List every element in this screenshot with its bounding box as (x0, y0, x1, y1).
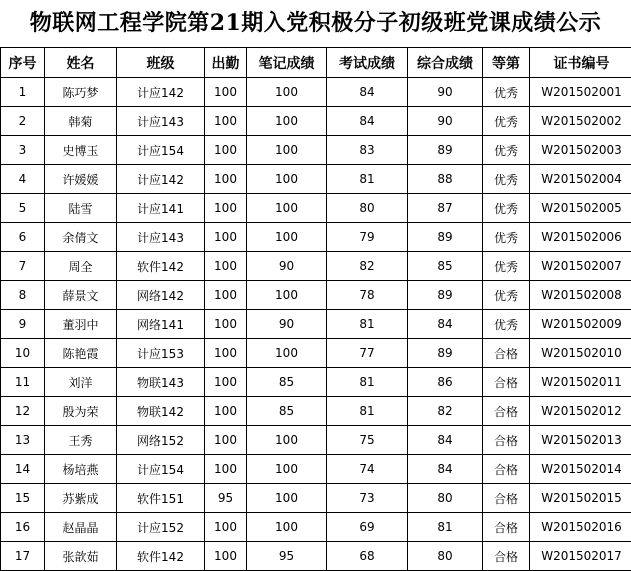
cell-attendance[interactable]: 100 (205, 194, 247, 223)
cell-index[interactable]: 14 (1, 455, 45, 484)
cell-certificate[interactable]: W201502011 (530, 368, 631, 397)
cell-overall-score[interactable]: 84 (408, 310, 483, 339)
cell-index[interactable]: 17 (1, 542, 45, 571)
cell-index[interactable]: 8 (1, 281, 45, 310)
cell-certificate[interactable]: W201502014 (530, 455, 631, 484)
cell-notes-score[interactable]: 95 (247, 542, 327, 571)
table-row (1, 223, 631, 252)
cell-class[interactable]: 物联143 (117, 368, 205, 397)
cell-overall-score[interactable]: 84 (408, 455, 483, 484)
table-row (1, 136, 631, 165)
cell-exam-score[interactable]: 81 (327, 310, 408, 339)
cell-index[interactable]: 7 (1, 252, 45, 281)
cell-attendance[interactable]: 100 (205, 107, 247, 136)
cell-index[interactable]: 3 (1, 136, 45, 165)
cell-overall-score[interactable]: 87 (408, 194, 483, 223)
cell-notes-score[interactable]: 100 (247, 165, 327, 194)
header-cell-overall-score[interactable]: 综合成绩 (408, 48, 483, 78)
cell-notes-score[interactable]: 100 (247, 513, 327, 542)
cell-name[interactable]: 周全 (45, 252, 117, 281)
cell-class[interactable]: 网络152 (117, 426, 205, 455)
cell-attendance[interactable]: 100 (205, 368, 247, 397)
cell-exam-score[interactable]: 80 (327, 194, 408, 223)
cell-overall-score[interactable]: 85 (408, 252, 483, 281)
table-row (1, 484, 631, 513)
cell-attendance[interactable]: 100 (205, 281, 247, 310)
cell-index[interactable]: 6 (1, 223, 45, 252)
cell-attendance[interactable]: 100 (205, 136, 247, 165)
cell-grade[interactable]: 合格 (483, 542, 530, 571)
cell-exam-score[interactable]: 68 (327, 542, 408, 571)
cell-grade[interactable]: 合格 (483, 368, 530, 397)
cell-name[interactable]: 董羽中 (45, 310, 117, 339)
cell-grade[interactable]: 优秀 (483, 165, 530, 194)
cell-overall-score[interactable]: 89 (408, 223, 483, 252)
cell-attendance[interactable]: 100 (205, 455, 247, 484)
header-cell-grade[interactable]: 等第 (483, 48, 530, 78)
table-row (1, 368, 631, 397)
table-row (1, 397, 631, 426)
cell-name[interactable]: 殷为荣 (45, 397, 117, 426)
cell-class[interactable]: 计应143 (117, 107, 205, 136)
cell-index[interactable]: 9 (1, 310, 45, 339)
cell-index[interactable]: 10 (1, 339, 45, 368)
cell-class[interactable]: 计应141 (117, 194, 205, 223)
header-cell-attendance[interactable]: 出勤 (205, 48, 247, 78)
cell-notes-score[interactable]: 100 (247, 281, 327, 310)
cell-index[interactable]: 4 (1, 165, 45, 194)
cell-certificate[interactable]: W201502008 (530, 281, 631, 310)
cell-certificate[interactable]: W201502015 (530, 484, 631, 513)
cell-class[interactable]: 物联142 (117, 397, 205, 426)
cell-name[interactable]: 张歆茹 (45, 542, 117, 571)
cell-name[interactable]: 苏紫成 (45, 484, 117, 513)
cell-exam-score[interactable]: 81 (327, 165, 408, 194)
cell-notes-score[interactable]: 100 (247, 136, 327, 165)
cell-certificate[interactable]: W201502013 (530, 426, 631, 455)
cell-overall-score[interactable]: 89 (408, 281, 483, 310)
cell-certificate[interactable]: W201502005 (530, 194, 631, 223)
cell-notes-score[interactable]: 100 (247, 107, 327, 136)
cell-exam-score[interactable]: 81 (327, 368, 408, 397)
cell-index[interactable]: 11 (1, 368, 45, 397)
cell-notes-score[interactable]: 100 (247, 484, 327, 513)
header-cell-notes-score[interactable]: 笔记成绩 (247, 48, 327, 78)
cell-exam-score[interactable]: 74 (327, 455, 408, 484)
table-row (1, 513, 631, 542)
cell-grade[interactable]: 优秀 (483, 78, 530, 107)
cell-certificate[interactable]: W201502002 (530, 107, 631, 136)
cell-certificate[interactable]: W201502003 (530, 136, 631, 165)
cell-certificate[interactable]: W201502006 (530, 223, 631, 252)
cell-overall-score[interactable]: 80 (408, 542, 483, 571)
cell-overall-score[interactable]: 89 (408, 136, 483, 165)
cell-exam-score[interactable]: 73 (327, 484, 408, 513)
cell-name[interactable]: 王秀 (45, 426, 117, 455)
cell-attendance[interactable]: 100 (205, 252, 247, 281)
cell-notes-score[interactable]: 100 (247, 194, 327, 223)
cell-class[interactable]: 计应153 (117, 339, 205, 368)
cell-attendance[interactable]: 100 (205, 78, 247, 107)
cell-notes-score[interactable]: 85 (247, 397, 327, 426)
cell-grade[interactable]: 优秀 (483, 223, 530, 252)
cell-name[interactable]: 韩菊 (45, 107, 117, 136)
cell-overall-score[interactable]: 84 (408, 426, 483, 455)
cell-exam-score[interactable]: 75 (327, 426, 408, 455)
sheet-title: 物联网工程学院第21期入党积极分子初级班党课成绩公示 (29, 10, 602, 36)
cell-index[interactable]: 1 (1, 78, 45, 107)
cell-notes-score[interactable]: 100 (247, 455, 327, 484)
cell-grade[interactable]: 优秀 (483, 252, 530, 281)
cell-class[interactable]: 计应143 (117, 223, 205, 252)
cell-overall-score[interactable]: 90 (408, 107, 483, 136)
cell-name[interactable]: 杨培燕 (45, 455, 117, 484)
table-row (1, 194, 631, 223)
cell-certificate[interactable]: W201502017 (530, 542, 631, 571)
cell-certificate[interactable]: W201502004 (530, 165, 631, 194)
cell-class[interactable]: 网络142 (117, 281, 205, 310)
cell-index[interactable]: 2 (1, 107, 45, 136)
cell-class[interactable]: 软件142 (117, 252, 205, 281)
cell-notes-score[interactable]: 90 (247, 310, 327, 339)
cell-attendance[interactable]: 100 (205, 310, 247, 339)
header-cell-certificate[interactable]: 证书编号 (530, 48, 631, 78)
cell-attendance[interactable]: 100 (205, 223, 247, 252)
cell-grade[interactable]: 合格 (483, 426, 530, 455)
cell-notes-score[interactable]: 100 (247, 78, 327, 107)
cell-grade[interactable]: 优秀 (483, 281, 530, 310)
cell-attendance[interactable]: 95 (205, 484, 247, 513)
cell-overall-score[interactable]: 86 (408, 368, 483, 397)
cell-name[interactable]: 薛景文 (45, 281, 117, 310)
cell-name[interactable]: 陆雪 (45, 194, 117, 223)
cell-exam-score[interactable]: 83 (327, 136, 408, 165)
cell-class[interactable]: 计应152 (117, 513, 205, 542)
cell-overall-score[interactable]: 89 (408, 339, 483, 368)
cell-name[interactable]: 赵晶晶 (45, 513, 117, 542)
cell-attendance[interactable]: 100 (205, 513, 247, 542)
cell-exam-score[interactable]: 81 (327, 397, 408, 426)
cell-name[interactable]: 刘洋 (45, 368, 117, 397)
cell-class[interactable]: 网络141 (117, 310, 205, 339)
cell-grade[interactable]: 合格 (483, 513, 530, 542)
cell-attendance[interactable]: 100 (205, 542, 247, 571)
cell-class[interactable]: 计应154 (117, 455, 205, 484)
table-row (1, 281, 631, 310)
table-row (1, 107, 631, 136)
cell-grade[interactable]: 优秀 (483, 194, 530, 223)
cell-name[interactable]: 陈艳霞 (45, 339, 117, 368)
table-row (1, 455, 631, 484)
cell-grade[interactable]: 合格 (483, 455, 530, 484)
cell-overall-score[interactable]: 82 (408, 397, 483, 426)
cell-name[interactable]: 史博玉 (45, 136, 117, 165)
cell-class[interactable]: 计应142 (117, 165, 205, 194)
cell-exam-score[interactable]: 82 (327, 252, 408, 281)
cell-attendance[interactable]: 100 (205, 426, 247, 455)
cell-overall-score[interactable]: 80 (408, 484, 483, 513)
cell-name[interactable]: 许媛媛 (45, 165, 117, 194)
table-row (1, 252, 631, 281)
cell-grade[interactable]: 优秀 (483, 136, 530, 165)
cell-certificate[interactable]: W201502016 (530, 513, 631, 542)
cell-certificate[interactable]: W201502009 (530, 310, 631, 339)
cell-notes-score[interactable]: 100 (247, 339, 327, 368)
table-row (1, 426, 631, 455)
cell-class[interactable]: 软件142 (117, 542, 205, 571)
cell-grade[interactable]: 优秀 (483, 107, 530, 136)
cell-attendance[interactable]: 100 (205, 165, 247, 194)
cell-certificate[interactable]: W201502010 (530, 339, 631, 368)
cell-index[interactable]: 16 (1, 513, 45, 542)
cell-name[interactable]: 陈巧梦 (45, 78, 117, 107)
cell-overall-score[interactable]: 88 (408, 165, 483, 194)
cell-exam-score[interactable]: 69 (327, 513, 408, 542)
table-row (1, 542, 631, 571)
cell-class[interactable]: 计应142 (117, 78, 205, 107)
cell-attendance[interactable]: 100 (205, 397, 247, 426)
header-cell-index[interactable]: 序号 (1, 48, 45, 78)
table-row (1, 310, 631, 339)
cell-certificate[interactable]: W201502012 (530, 397, 631, 426)
cell-exam-score[interactable]: 84 (327, 78, 408, 107)
cell-exam-score[interactable]: 84 (327, 107, 408, 136)
header-cell-name[interactable]: 姓名 (45, 48, 117, 78)
cell-notes-score[interactable]: 100 (247, 223, 327, 252)
cell-notes-score[interactable]: 100 (247, 426, 327, 455)
table-row (1, 339, 631, 368)
cell-name[interactable]: 余倩文 (45, 223, 117, 252)
cell-attendance[interactable]: 100 (205, 339, 247, 368)
cell-notes-score[interactable]: 85 (247, 368, 327, 397)
score-table (0, 47, 631, 571)
cell-notes-score[interactable]: 90 (247, 252, 327, 281)
cell-exam-score[interactable]: 77 (327, 339, 408, 368)
cell-index[interactable]: 13 (1, 426, 45, 455)
cell-certificate[interactable]: W201502007 (530, 252, 631, 281)
cell-index[interactable]: 12 (1, 397, 45, 426)
cell-index[interactable]: 15 (1, 484, 45, 513)
cell-class[interactable]: 计应154 (117, 136, 205, 165)
header-row (1, 48, 631, 78)
table-row (1, 78, 631, 107)
table-row (1, 165, 631, 194)
cell-overall-score[interactable]: 90 (408, 78, 483, 107)
cell-certificate[interactable]: W201502001 (530, 78, 631, 107)
cell-overall-score[interactable]: 81 (408, 513, 483, 542)
cell-exam-score[interactable]: 79 (327, 223, 408, 252)
cell-class[interactable]: 软件151 (117, 484, 205, 513)
cell-index[interactable]: 5 (1, 194, 45, 223)
cell-exam-score[interactable]: 78 (327, 281, 408, 310)
cell-grade[interactable]: 合格 (483, 484, 530, 513)
cell-grade[interactable]: 合格 (483, 397, 530, 426)
cell-grade[interactable]: 合格 (483, 339, 530, 368)
header-cell-class[interactable]: 班级 (117, 48, 205, 78)
header-cell-exam-score[interactable]: 考试成绩 (327, 48, 408, 78)
cell-grade[interactable]: 优秀 (483, 310, 530, 339)
